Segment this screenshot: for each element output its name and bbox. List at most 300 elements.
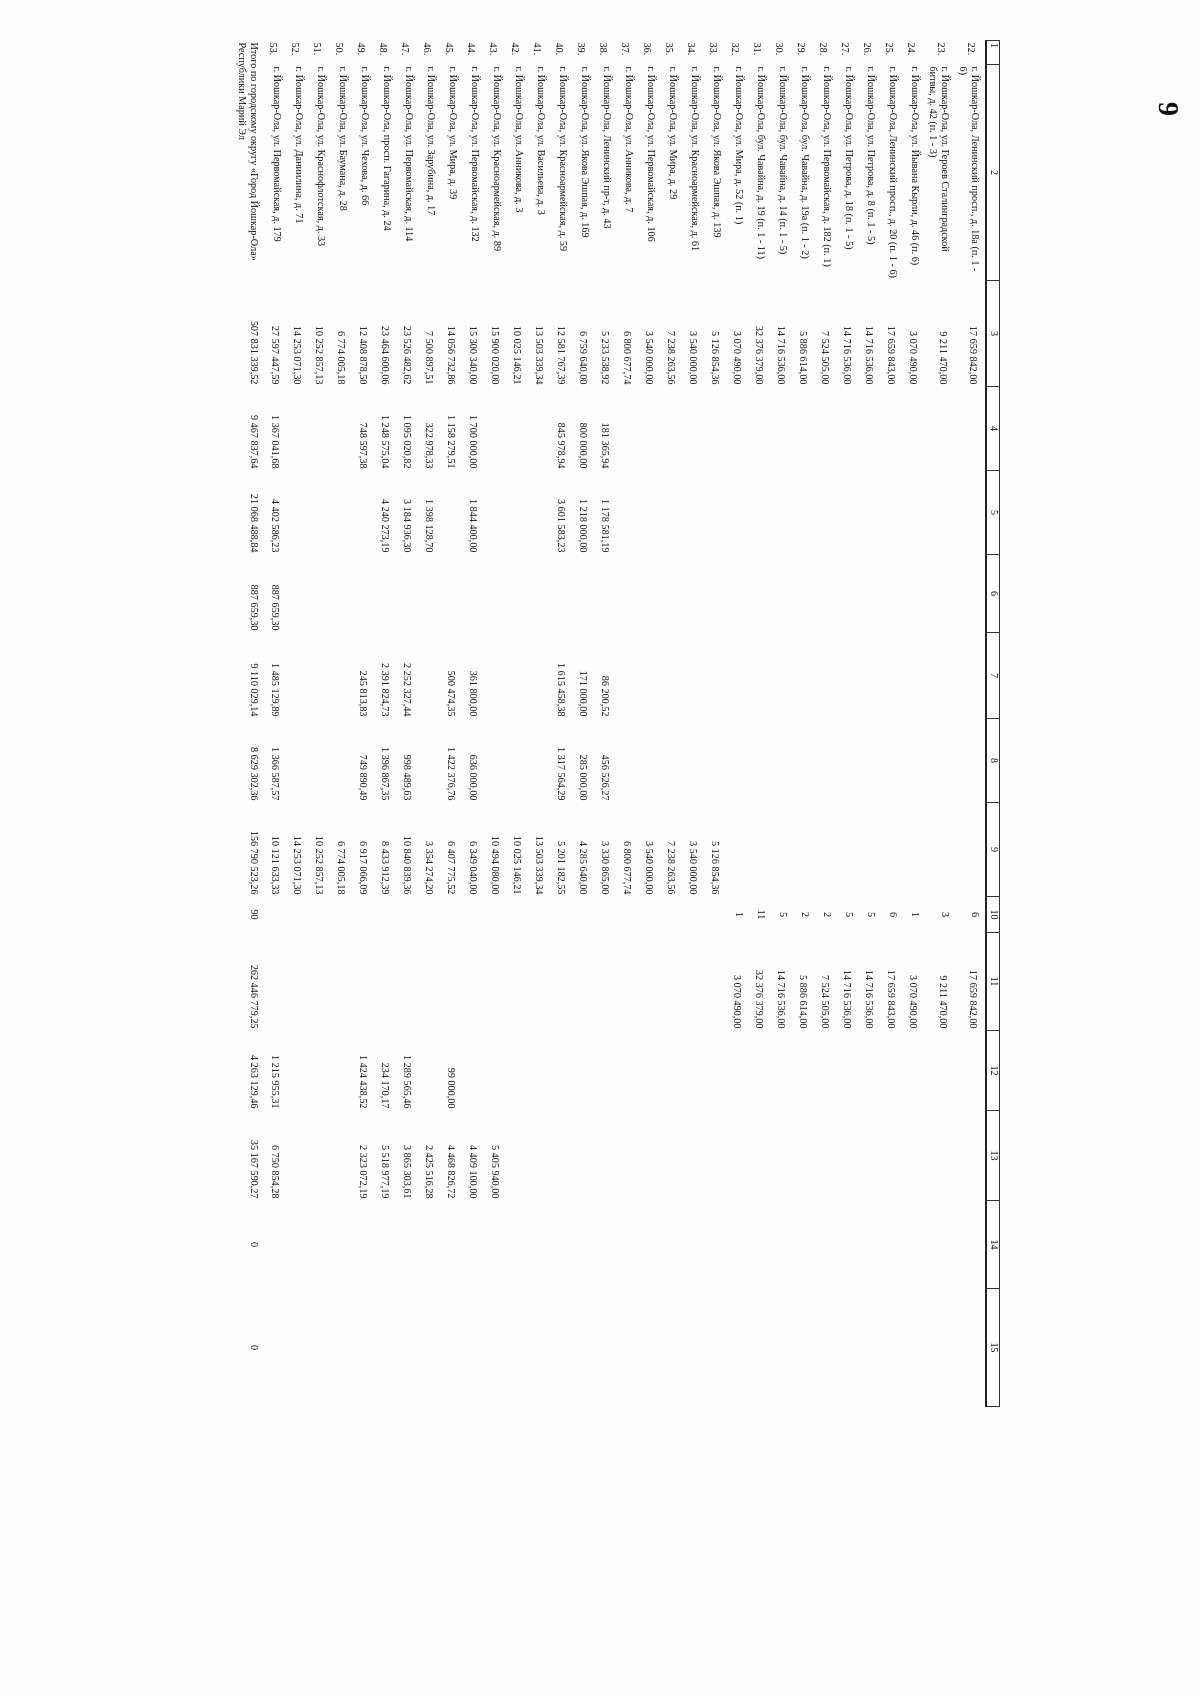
- value-cell: [287, 1201, 309, 1289]
- value-cell: [595, 1031, 617, 1111]
- value-cell: [771, 1201, 793, 1289]
- row-number-cell: 48.: [377, 42, 388, 56]
- row-number-cell: 30.: [773, 42, 784, 56]
- value-cell: [955, 555, 986, 633]
- value-cell: [683, 633, 705, 719]
- value-cell: [815, 555, 837, 633]
- value-cell: 5 518 977,19: [379, 1145, 390, 1199]
- value-cell: [551, 933, 573, 1031]
- value-cell: 1 396 867,35: [379, 747, 390, 801]
- value-cell: [353, 1289, 375, 1407]
- value-cell: [331, 633, 353, 719]
- value-cell: 6: [887, 911, 898, 918]
- value-cell: 6 800 677,74: [621, 841, 632, 895]
- value-cell: [573, 933, 595, 1031]
- value-cell: [419, 897, 441, 933]
- row-number-cell: 49.: [355, 42, 366, 56]
- value-cell: [573, 555, 595, 633]
- address-cell: г. Йошкар-Ола, ул. Мира, д. 29: [667, 66, 678, 200]
- value-cell: [573, 1289, 595, 1407]
- total-cell: 887 659,30: [248, 584, 259, 631]
- value-cell: [727, 1031, 749, 1111]
- value-cell: [309, 1289, 331, 1407]
- value-cell: [309, 897, 331, 933]
- value-cell: [815, 719, 837, 803]
- address-cell: г. Йошкар-Ола, ул. Даниилина, д. 71: [293, 66, 304, 224]
- value-cell: [309, 633, 331, 719]
- value-cell: [955, 719, 986, 803]
- header-cell: 9: [986, 803, 1000, 897]
- value-cell: 7 238 263,56: [665, 331, 676, 385]
- value-cell: [683, 555, 705, 633]
- value-cell: 245 813,83: [357, 670, 368, 717]
- value-cell: 17 659 843,00: [885, 969, 896, 1029]
- total-cell: 156 790 523,26: [248, 830, 259, 895]
- value-cell: [507, 1111, 529, 1201]
- header-cell: 1: [986, 41, 1000, 65]
- value-cell: [727, 1111, 749, 1201]
- row-number-cell: 26.: [861, 42, 872, 56]
- value-cell: 1 424 438,52: [357, 1055, 368, 1109]
- housing-repair-table: [234, 40, 1000, 1407]
- address-cell: г. Йошкар-Ола, ул. Первомайская, д. 182 (п. 1): [821, 66, 832, 267]
- header-cell: 6: [986, 555, 1000, 633]
- value-cell: [463, 1289, 485, 1407]
- value-cell: [595, 897, 617, 933]
- value-cell: [683, 387, 705, 471]
- value-cell: [573, 897, 595, 933]
- table-row: [727, 41, 749, 1407]
- value-cell: [463, 1201, 485, 1289]
- value-cell: 2 323 072,19: [357, 1145, 368, 1199]
- row-number-cell: 38.: [597, 42, 608, 56]
- value-cell: 23 526 482,62: [401, 325, 412, 385]
- address-cell: г. Йошкар-Ола, ул. Мира, д. 52 (п. 1): [733, 66, 744, 225]
- value-cell: [507, 555, 529, 633]
- value-cell: 5: [777, 911, 788, 918]
- value-cell: [903, 1289, 925, 1407]
- total-cell: 262 446 779,25: [248, 964, 259, 1029]
- value-cell: 3 540 000,00: [687, 841, 698, 895]
- value-cell: [441, 933, 463, 1031]
- value-cell: [903, 1201, 925, 1289]
- value-cell: [353, 897, 375, 933]
- row-number-cell: 37.: [619, 42, 630, 56]
- value-cell: [661, 555, 683, 633]
- address-cell: г. Йошкар-Ола, бул. Чавайна, д. 19 (п. 1 - 11): [755, 66, 766, 259]
- value-cell: [859, 471, 881, 555]
- value-cell: [397, 1289, 419, 1407]
- value-cell: [815, 1031, 837, 1111]
- value-cell: [617, 1201, 639, 1289]
- value-cell: [661, 1289, 683, 1407]
- value-cell: 1 367 041,68: [269, 415, 280, 469]
- total-cell: 4 263 129,46: [248, 1055, 259, 1109]
- address-cell: г. Йошкар-Ола, бул. Чавайна, д. 14 (п. 1 - 5): [777, 66, 788, 255]
- address-cell: г. Йошкар-Ола, ул. Баумана, д. 28: [337, 66, 348, 211]
- value-cell: [287, 555, 309, 633]
- value-cell: 749 890,49: [357, 754, 368, 801]
- value-cell: [683, 1111, 705, 1201]
- value-cell: [683, 719, 705, 803]
- value-cell: 6 349 040,00: [467, 841, 478, 895]
- table-row: [397, 41, 419, 1407]
- row-number-cell: 34.: [685, 42, 696, 56]
- value-cell: [749, 719, 771, 803]
- row-number-cell: 22.: [965, 42, 976, 56]
- value-cell: [881, 471, 903, 555]
- value-cell: [595, 555, 617, 633]
- value-cell: 32 376 379,00: [753, 325, 764, 385]
- value-cell: [925, 1031, 955, 1111]
- value-cell: [683, 1289, 705, 1407]
- value-cell: [705, 933, 727, 1031]
- value-cell: [925, 803, 955, 897]
- value-cell: [617, 1289, 639, 1407]
- row-number-cell: 43.: [487, 42, 498, 56]
- total-label: Итого по городскому округу «Город Йошкар-Ола» Республики Марий Эл: [236, 42, 259, 261]
- value-cell: [287, 897, 309, 933]
- value-cell: [727, 1289, 749, 1407]
- value-cell: [705, 1201, 727, 1289]
- value-cell: [287, 633, 309, 719]
- value-cell: 1 844 400,00: [467, 499, 478, 553]
- value-cell: [265, 897, 287, 933]
- value-cell: 2 391 824,73: [379, 663, 390, 717]
- value-cell: [925, 387, 955, 471]
- value-cell: [749, 803, 771, 897]
- address-cell: г. Йошкар-Ола, Ленинский просп., д. 20 (п. 1 - 6): [887, 66, 898, 278]
- value-cell: [749, 1289, 771, 1407]
- address-cell: г. Йошкар-Ола, ул. Героев Сталинградской битвы, д. 42 (п. 1 - 3): [927, 66, 950, 252]
- value-cell: [507, 897, 529, 933]
- value-cell: [287, 933, 309, 1031]
- value-cell: 10 252 857,13: [313, 325, 324, 385]
- value-cell: 2: [821, 911, 832, 918]
- value-cell: 1 218 000,00: [577, 499, 588, 553]
- value-cell: 10 121 633,33: [269, 835, 280, 895]
- total-cell: 9 467 837,64: [248, 415, 259, 469]
- value-cell: [705, 719, 727, 803]
- value-cell: 10 252 857,13: [313, 835, 324, 895]
- total-cell: 90: [248, 909, 259, 920]
- value-cell: [749, 1111, 771, 1201]
- value-cell: [771, 1111, 793, 1201]
- value-cell: [331, 933, 353, 1031]
- address-cell: г. Йошкар-Ола, ул. Йывана Кырли, д. 46 (п. 6): [909, 66, 920, 266]
- value-cell: 3 070 490,00: [907, 975, 918, 1029]
- value-cell: 3 354 274,20: [423, 841, 434, 895]
- value-cell: [955, 1111, 986, 1201]
- value-cell: [331, 1201, 353, 1289]
- value-cell: 998 489,63: [401, 754, 412, 801]
- value-cell: 234 170,17: [379, 1062, 390, 1109]
- value-cell: [441, 1289, 463, 1407]
- value-cell: [771, 387, 793, 471]
- address-cell: г. Йошкар-Ола, ул. Якова Эшпая, д. 139: [711, 66, 722, 238]
- value-cell: [661, 1201, 683, 1289]
- value-cell: [485, 633, 507, 719]
- value-cell: [771, 1289, 793, 1407]
- row-number-cell: 25.: [883, 42, 894, 56]
- value-cell: 1 158 279,51: [445, 415, 456, 469]
- value-cell: 7 524 505,00: [819, 331, 830, 385]
- value-cell: [463, 1031, 485, 1111]
- value-cell: [617, 633, 639, 719]
- address-cell: г. Йошкар-Ола, ул. Красноармейская, д. 61: [689, 66, 700, 252]
- address-cell: г. Йошкар-Ола, ул. Анникова, д. 3: [513, 66, 524, 213]
- address-cell: г. Йошкар-Ола, ул. Красноармейская, д. 89: [491, 66, 502, 252]
- value-cell: [485, 1201, 507, 1289]
- value-cell: [353, 471, 375, 555]
- value-cell: 361 800,00: [467, 670, 478, 717]
- value-cell: [705, 1289, 727, 1407]
- value-cell: [507, 633, 529, 719]
- address-cell: г. Йошкар-Ола, ул. Первомайская, д. 132: [469, 66, 480, 242]
- value-cell: 2: [799, 911, 810, 918]
- table-row: [551, 41, 573, 1407]
- row-number-cell: 23.: [935, 42, 946, 56]
- value-cell: [955, 1031, 986, 1111]
- value-cell: 2 425 516,28: [423, 1145, 434, 1199]
- value-cell: [793, 1289, 815, 1407]
- value-cell: [837, 1111, 859, 1201]
- value-cell: [287, 719, 309, 803]
- row-number-cell: 41.: [531, 42, 542, 56]
- value-cell: 86 200,52: [599, 675, 610, 717]
- value-cell: [639, 1111, 661, 1201]
- address-cell: г. Йошкар-Ола, ул. Чехова, д. 66: [359, 66, 370, 206]
- total-cell: 507 831 339,52: [248, 320, 259, 385]
- value-cell: [375, 1289, 397, 1407]
- row-number-cell: 42.: [509, 42, 520, 56]
- value-cell: [837, 555, 859, 633]
- value-cell: [309, 933, 331, 1031]
- value-cell: 636 000,00: [467, 754, 478, 801]
- header-cell: 14: [986, 1201, 1000, 1289]
- value-cell: [353, 1201, 375, 1289]
- value-cell: 6 800 677,74: [621, 331, 632, 385]
- value-cell: [485, 1289, 507, 1407]
- value-cell: [419, 1289, 441, 1407]
- value-cell: [551, 1201, 573, 1289]
- value-cell: [955, 1289, 986, 1407]
- value-cell: 3: [939, 911, 950, 918]
- value-cell: 7 238 263,56: [665, 841, 676, 895]
- header-cell: 4: [986, 387, 1000, 471]
- value-cell: 3 070 490,00: [731, 975, 742, 1029]
- value-cell: [661, 1111, 683, 1201]
- value-cell: [419, 933, 441, 1031]
- value-cell: [727, 1201, 749, 1289]
- address-cell: г. Йошкар-Ола, ул. Первомайская, д. 106: [645, 66, 656, 242]
- value-cell: [903, 555, 925, 633]
- value-cell: [925, 1201, 955, 1289]
- value-cell: [661, 387, 683, 471]
- value-cell: [727, 555, 749, 633]
- value-cell: [837, 633, 859, 719]
- address-cell: г. Йошкар-Ола, ул. Мира, д. 39: [447, 66, 458, 200]
- value-cell: [881, 555, 903, 633]
- value-cell: 12 581 767,39: [555, 325, 566, 385]
- value-cell: [375, 897, 397, 933]
- row-number-cell: 53.: [267, 42, 278, 56]
- table-row: [529, 41, 551, 1407]
- value-cell: 17 659 842,00: [967, 969, 978, 1029]
- value-cell: [595, 933, 617, 1031]
- value-cell: 9 211 470,00: [937, 975, 948, 1029]
- value-cell: [859, 555, 881, 633]
- value-cell: 4 409 100,00: [467, 1145, 478, 1199]
- value-cell: 1: [733, 911, 744, 918]
- value-cell: 322 978,33: [423, 422, 434, 469]
- value-cell: 845 978,94: [555, 422, 566, 469]
- value-cell: 1 095 020,82: [401, 415, 412, 469]
- value-cell: [661, 897, 683, 933]
- value-cell: [419, 1031, 441, 1111]
- value-cell: [661, 1031, 683, 1111]
- value-cell: 6 774 005,18: [335, 841, 346, 895]
- row-number-cell: 29.: [795, 42, 806, 56]
- value-cell: [485, 719, 507, 803]
- value-cell: 27 597 447,59: [269, 325, 280, 385]
- value-cell: [265, 1289, 287, 1407]
- value-cell: 10 494 080,00: [489, 835, 500, 895]
- value-cell: [749, 1031, 771, 1111]
- value-cell: [925, 719, 955, 803]
- value-cell: 6 759 640,00: [577, 331, 588, 385]
- value-cell: 17 659 843,00: [885, 325, 896, 385]
- value-cell: 171 000,00: [577, 670, 588, 717]
- header-cell: 8: [986, 719, 1000, 803]
- value-cell: 14 716 536,00: [841, 325, 852, 385]
- value-cell: [639, 1289, 661, 1407]
- value-cell: 4 468 826,72: [445, 1145, 456, 1199]
- value-cell: [441, 471, 463, 555]
- value-cell: 5 886 614,00: [797, 331, 808, 385]
- value-cell: 32 376 379,00: [753, 969, 764, 1029]
- table-row: [287, 41, 309, 1407]
- value-cell: [749, 1201, 771, 1289]
- value-cell: [485, 555, 507, 633]
- value-cell: [639, 1201, 661, 1289]
- value-cell: 1 700 000,00: [467, 415, 478, 469]
- row-number-cell: 46.: [421, 42, 432, 56]
- value-cell: [837, 1031, 859, 1111]
- value-cell: [903, 471, 925, 555]
- value-cell: [441, 555, 463, 633]
- table-row: [353, 41, 375, 1407]
- value-cell: [859, 1111, 881, 1201]
- value-cell: [639, 555, 661, 633]
- value-cell: 3 540 000,00: [687, 331, 698, 385]
- value-cell: [815, 1289, 837, 1407]
- value-cell: [419, 1201, 441, 1289]
- address-cell: г. Йошкар-Ола, ул. Петрова, д. 8 (п. 1 - 5): [865, 66, 876, 245]
- value-cell: [529, 387, 551, 471]
- value-cell: [639, 933, 661, 1031]
- value-cell: [419, 633, 441, 719]
- value-cell: [353, 555, 375, 633]
- value-cell: [287, 1111, 309, 1201]
- value-cell: [507, 719, 529, 803]
- value-cell: 14 716 536,00: [841, 969, 852, 1029]
- value-cell: 10 840 839,36: [401, 835, 412, 895]
- value-cell: 181 365,94: [599, 422, 610, 469]
- value-cell: [397, 933, 419, 1031]
- value-cell: [859, 803, 881, 897]
- value-cell: [903, 1031, 925, 1111]
- value-cell: 1 615 458,38: [555, 663, 566, 717]
- value-cell: [287, 387, 309, 471]
- value-cell: [771, 1031, 793, 1111]
- row-number-cell: 32.: [729, 42, 740, 56]
- header-cell: 11: [986, 933, 1000, 1031]
- table-row: [881, 41, 903, 1407]
- value-cell: [955, 803, 986, 897]
- table-row: [815, 41, 837, 1407]
- table-row: [683, 41, 705, 1407]
- value-cell: [419, 555, 441, 633]
- value-cell: [529, 719, 551, 803]
- value-cell: [617, 897, 639, 933]
- address-cell: г. Йошкар-Ола, ул. Васильева, д. 3: [535, 66, 546, 215]
- value-cell: [837, 803, 859, 897]
- value-cell: 99 000,00: [445, 1067, 456, 1109]
- value-cell: [507, 471, 529, 555]
- header-cell: 13: [986, 1111, 1000, 1201]
- value-cell: [397, 897, 419, 933]
- value-cell: 4 285 640,00: [577, 841, 588, 895]
- value-cell: [793, 803, 815, 897]
- table-body: [265, 41, 986, 1407]
- value-cell: [815, 471, 837, 555]
- header-cell: 12: [986, 1031, 1000, 1111]
- row-number-cell: 33.: [707, 42, 718, 56]
- table-row: [925, 41, 955, 1407]
- value-cell: [925, 471, 955, 555]
- table-row: [955, 41, 986, 1407]
- header-cell: 15: [986, 1289, 1000, 1407]
- value-cell: [551, 555, 573, 633]
- value-cell: [837, 387, 859, 471]
- value-cell: [529, 1289, 551, 1407]
- value-cell: 8 433 912,39: [379, 841, 390, 895]
- value-cell: 800 000,00: [577, 422, 588, 469]
- value-cell: [881, 719, 903, 803]
- value-cell: [617, 555, 639, 633]
- address-cell: г. Йошкар-Ола, бул. Чавайна, д. 19а (п. 1 - 2): [799, 66, 810, 259]
- value-cell: [683, 933, 705, 1031]
- address-cell: г. Йошкар-Ола, Ленинский просп., д. 18а (п. 1 - 6): [957, 66, 980, 272]
- value-cell: [881, 1111, 903, 1201]
- value-cell: 1: [909, 911, 920, 918]
- row-number-cell: 31.: [751, 42, 762, 56]
- value-cell: [507, 1289, 529, 1407]
- value-cell: [485, 1031, 507, 1111]
- row-number-cell: 36.: [641, 42, 652, 56]
- value-cell: 14 716 536,00: [863, 325, 874, 385]
- value-cell: [705, 1031, 727, 1111]
- value-cell: 4 240 273,19: [379, 499, 390, 553]
- value-cell: [485, 933, 507, 1031]
- value-cell: [815, 633, 837, 719]
- value-cell: [309, 471, 331, 555]
- value-cell: 14 716 536,00: [863, 969, 874, 1029]
- total-cell: 35 167 590,27: [248, 1139, 259, 1199]
- value-cell: 6 750 854,28: [269, 1145, 280, 1199]
- value-cell: 1 248 575,04: [379, 415, 390, 469]
